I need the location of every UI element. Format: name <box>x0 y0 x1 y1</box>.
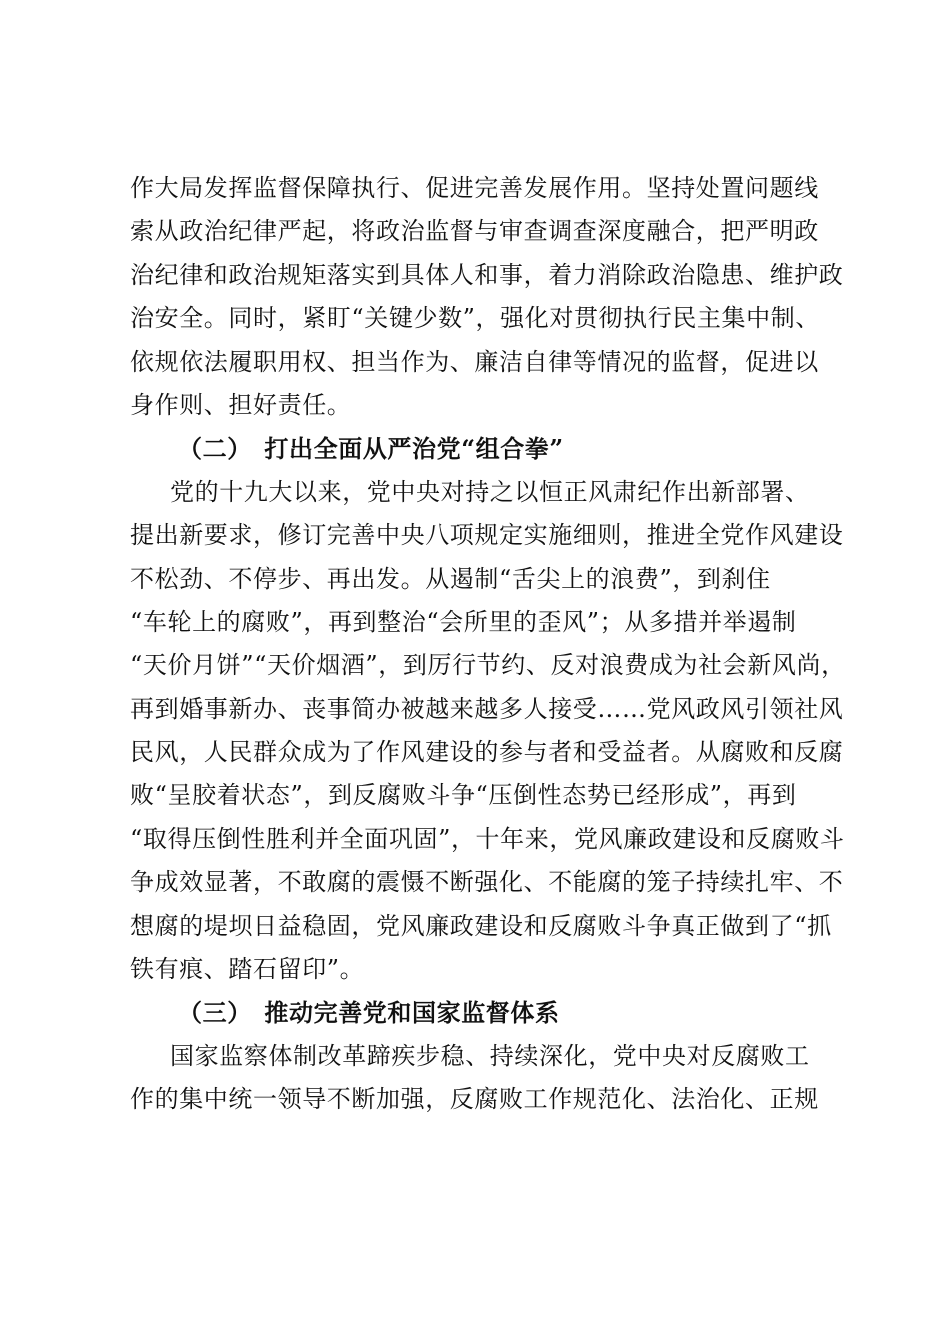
text-line: 作的集中统一领导不断加强，反腐败工作规范化、法治化、正规 <box>130 1085 819 1114</box>
text-line: 败“呈胶着状态”，到反腐败斗争“压倒性态势已经形成”，再到 <box>130 781 797 810</box>
text-line: 想腐的堤坝日益稳固，党风廉政建设和反腐败斗争真正做到了“抓 <box>130 911 832 940</box>
document-body <box>130 167 846 1122</box>
text-line: “车轮上的腐败”，再到整治“会所里的歪风”；从多措并举遏制 <box>130 607 797 636</box>
text-line: 治纪律和政治规矩落实到具体人和事，着力消除政治隐患、维护政 <box>130 260 844 289</box>
text-line: 提出新要求，修订完善中央八项规定实施细则，推进全党作风建设 <box>130 521 844 550</box>
text-line: 国家监察体制改革蹄疾步稳、持续深化，党中央对反腐败工 <box>170 1041 810 1070</box>
text-line: “取得压倒性胜利并全面巩固”，十年来，党风廉政建设和反腐败斗 <box>130 824 845 853</box>
text-line: 党的十九大以来，党中央对持之以恒正风肃纪作出新部署、 <box>170 477 810 506</box>
text-line: 铁有痕、踏石留印”。 <box>130 955 365 984</box>
text-line: 作大局发挥监督保障执行、促进完善发展作用。坚持处置问题线 <box>130 174 819 202</box>
text-line: 身作则、担好责任。 <box>130 390 352 419</box>
text-line: 再到婚事新办、丧事简办被越来越多人接受……党风政风引领社风 <box>130 694 844 723</box>
text-line: 民风，人民群众成为了作风建设的参与者和受益者。从腐败和反腐 <box>130 738 844 767</box>
text-line: 索从政治纪律严起，将政治监督与审查调查深度融合，把严明政 <box>130 217 819 246</box>
text-line: 依规依法履职用权、担当作为、廉洁自律等情况的监督，促进以 <box>130 347 819 376</box>
section-heading: （三） 推动完善党和国家监督体系 <box>178 998 560 1028</box>
text-line: “天价月饼”“天价烟酒”，到厉行节约、反对浪费成为社会新风尚， <box>130 651 846 680</box>
text-line: 不松劲、不停步、再出发。从遏制“舌尖上的浪费”，到刹住 <box>130 564 771 593</box>
text-line: 治安全。同时，紧盯“关键少数”，强化对贯彻执行民主集中制、 <box>130 304 820 333</box>
text-line: 争成效显著，不敢腐的震慑不断强化、不能腐的笼子持续扎牢、不 <box>130 868 844 897</box>
section-heading: （二） 打出全面从严治党“组合拳” <box>178 434 564 464</box>
